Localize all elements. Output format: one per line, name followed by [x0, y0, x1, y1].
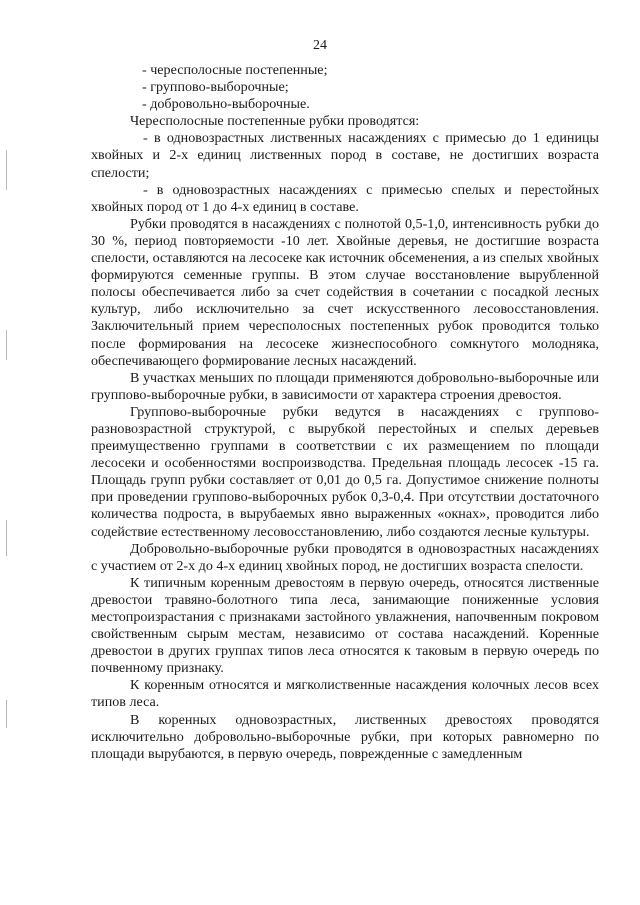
paragraph: Рубки проводятся в насаждениях с полнотой 0,5-1,0, интенсивность рубки до 30 %, период повторяемости -10 лет. Хвойные деревья, не достигшие возраста спелости, оставляются на лесосеке как источник обсеменения, а из спелых хвойных формируются семенные группы. В этом случае восстановление вырубленной полосы обеспечивается либо за счет содействия в сочетании с посадкой лесных культур, либо исключительно за счет искусственного лесовосстановления. Заключительный прием чересполосных постепенных рубок проводится только после формирования на лесосеке жизнеспособного сомкнутого молодняка, обеспечивающего формирование лесных насаждений. [91, 215, 599, 369]
paragraph: В участках меньших по площади применяются добровольно-выборочные или группово-выборочные рубки, в зависимости от характера строения древостоя. [91, 369, 599, 403]
list-item: - в одновозрастных лиственных насаждениях с примесью до 1 единицы хвойных и 2-х единиц лиственных пород в составе, не достигших возраста спелости; [91, 130, 599, 181]
scan-edge-mark [6, 150, 7, 190]
paragraph: Группово-выборочные рубки ведутся в насаждениях с группово-разновозрастной структурой, с вырубкой перестойных и спелых деревьев преимущественно группами в соответствии с их размещением по площади лесосеки и особенностями воспроизводства. Предельная площадь лесосек -15 га. Площадь групп рубки составляет от 0,01 до 0,5 га. Допустимое снижение полноты при проведении группово-выборочных рубок 0,3-0,4. При отсутствии достаточного количества подроста, в вырубаемых явно выраженных «окнах», проводится либо содействие естественному лесовосстановлению, либо создаются лесные культуры. [91, 403, 599, 540]
list-item: - добровольно-выборочные. [142, 96, 310, 113]
list-item: - в одновозрастных насаждениях с примесью спелых и перестойных хвойных пород от 1 до 4-х единиц в составе. [91, 181, 599, 215]
scan-edge-mark [6, 520, 7, 556]
paragraph: В коренных одновозрастных, лиственных древостоях проводятся исключительно добровольно-выборочные рубки, при которых равномерно по площади вырубаются, в первую очередь, поврежденные с замедленным [91, 711, 599, 762]
scan-edge-mark [6, 700, 7, 728]
scan-edge-mark [6, 330, 7, 360]
paragraph: Добровольно-выборочные рубки проводятся в одновозрастных насаждениях с участием от 2-х до 4-х единиц хвойных пород, не достигших возраста спелости. [91, 540, 599, 574]
list-item: - группово-выборочные; [142, 79, 289, 96]
paragraph: К коренным относятся и мягколиственные насаждения колочных лесов всех типов леса. [91, 677, 599, 711]
list-item: - чересполосные постепенные; [142, 62, 328, 78]
paragraph: Чересполосные постепенные рубки проводятся: [130, 113, 420, 130]
document-body [91, 62, 599, 763]
page-number: 24 [313, 38, 327, 53]
paragraph: К типичным коренным древостоям в первую очередь, относятся лиственные древостои травяно-болотного типа леса, занимающие пониженные условия местопроизрастания с признаками застойного увлажнения, напочвенным покровом свойственным сырым местам, независимо от состава насаждений. Коренные древостои в других группах типов леса относятся к таковым в первую очередь по почвенному признаку. [91, 574, 599, 677]
